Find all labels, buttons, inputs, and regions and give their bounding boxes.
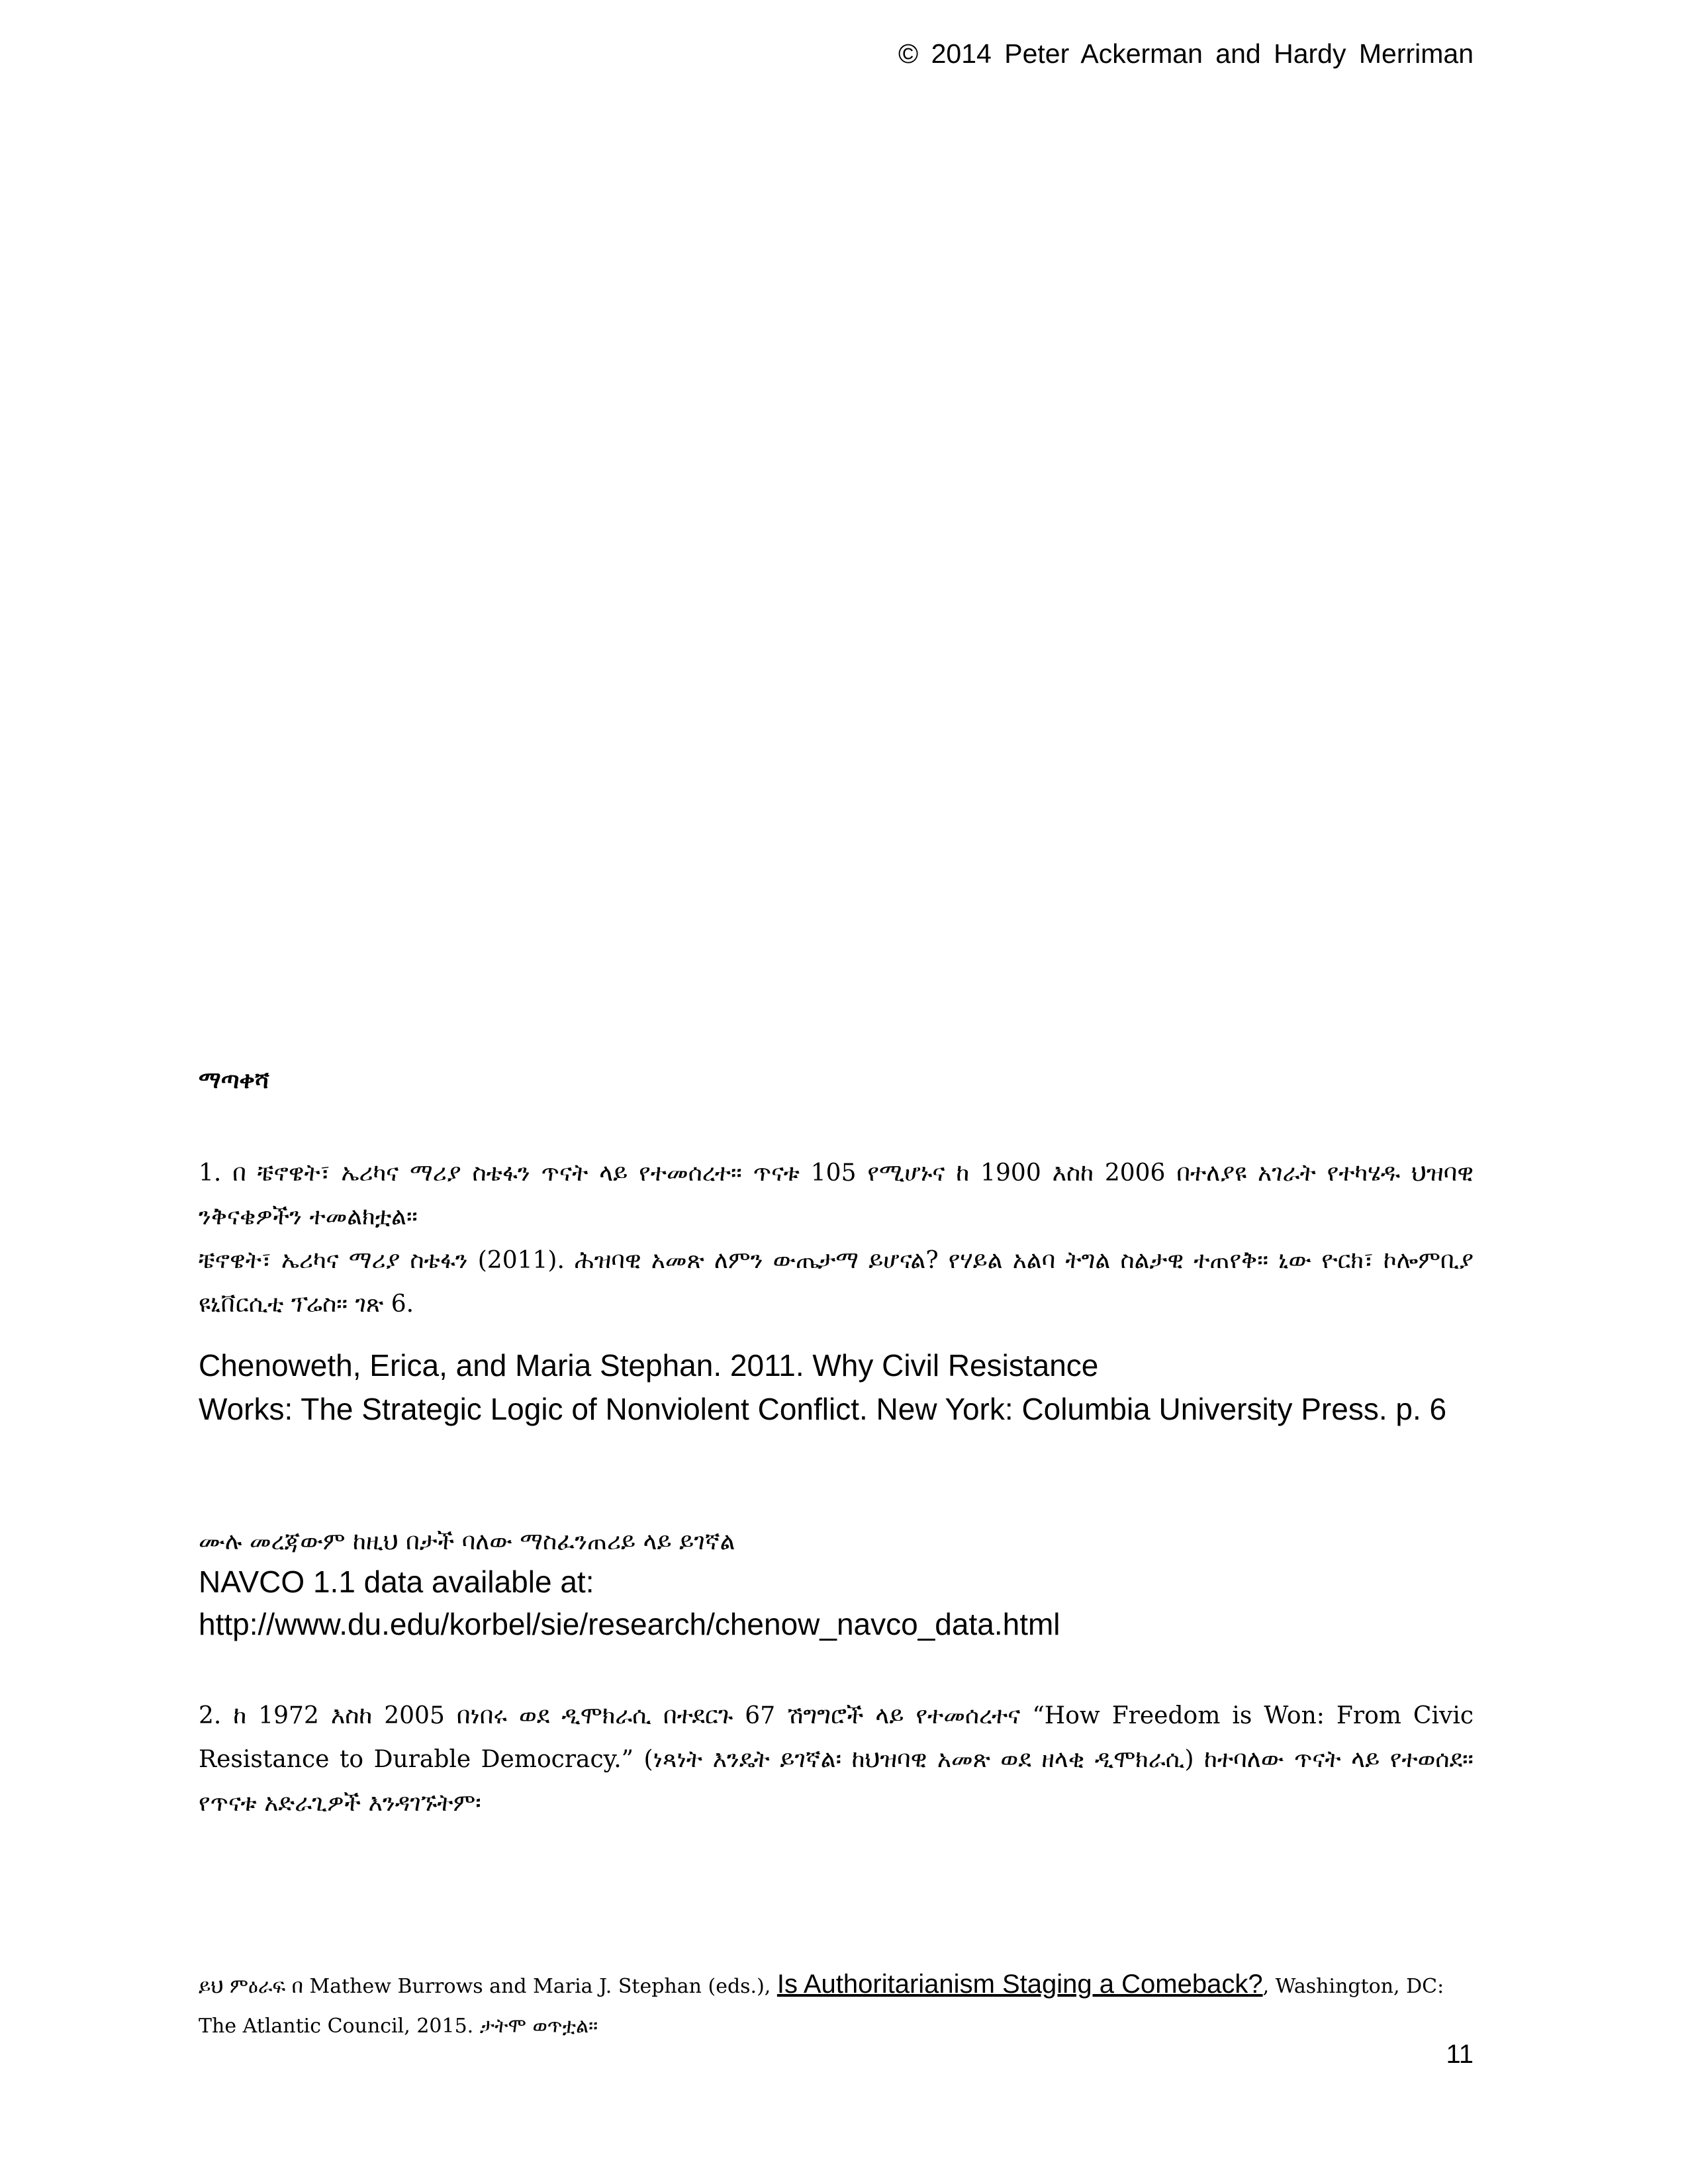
references-heading: ማጣቀሻ bbox=[199, 1067, 269, 1094]
page-number: 11 bbox=[1446, 2040, 1474, 2069]
footnote-suffix: , Washington, DC: The Atlantic Council, 2015. ታትሞ ወጥቷል። bbox=[199, 1975, 1444, 2038]
page-header-copyright: © 2014 Peter Ackerman and Hardy Merriman bbox=[898, 38, 1474, 69]
reference-note-1-summary: 1. በ ቼኖዌት፣ ኤሪካና ማሪያ ስቴፋን ጥናት ላይ የተመሰረተ። ጥናቱ 105 የሚሆኑና ከ 1900 እስከ 2006 በተለያዩ አገራት የተካሄዱ ህዝባዊ ንቅናቄዎችን ተመልክቷል። bbox=[199, 1160, 1474, 1230]
reference-note-2: 2. ከ 1972 እስከ 2005 በነበሩ ወደ ዲሞክራሲ በተደርጉ 67 ሽግግሮች ላይ የተመሰረተና “How Freedom is Won: From Civic Resistance to Durable Democracy.” (ነጻነት እንዴት ይገኛል፡ ከህዝባዊ አመጽ ወደ ዘላቂ ዲሞክራሲ) ከተባለው ጥናት ላይ የተወሰደ። የጥናቱ አድራጊዎች እንዳገኙትም፡ bbox=[199, 1702, 1474, 1817]
navco-url-link[interactable]: http://www.du.edu/korbel/sie/research/chenow_navco_data.html bbox=[199, 1607, 1060, 1641]
citation-english-line-2: Works: The Strategic Logic of Nonviolent Conflict. New York: Columbia University Press. p. 6 bbox=[199, 1392, 1447, 1426]
chapter-footnote bbox=[199, 1964, 1474, 2046]
reference-note-1 bbox=[199, 1152, 1474, 1326]
citation-english bbox=[199, 1343, 1474, 1431]
citation-english-line-1: Chenoweth, Erica, and Maria Stephan. 2011. Why Civil Resistance bbox=[199, 1348, 1099, 1383]
navco-data-block bbox=[199, 1561, 1474, 1645]
footnote-book-title-link[interactable]: Is Authoritarianism Staging a Comeback? bbox=[776, 1970, 1263, 1999]
footnote-prefix: ይህ ምዕራፍ በ Mathew Burrows and Maria J. Stephan (eds.), bbox=[199, 1975, 777, 1998]
navco-intro: ሙሉ መረጃውም ከዚህ በታች ባለው ማስፈንጠሪይ ላይ ይገኛል bbox=[199, 1528, 735, 1555]
navco-label: NAVCO 1.1 data available at: bbox=[199, 1565, 594, 1599]
reference-note-1-citation: ቼኖዌት፣ ኤሪካና ማሪያ ስቴፋን (2011). ሕዝባዊ አመጽ ለምን ውጤታማ ይሆናል? የሃይል አልባ ትግል ስልታዊ ተጠየቅ። ኒው ዮርክ፣ ኮሎምቢያ ዩኒቨርሲቲ ፕሬስ። ገጽ 6. bbox=[199, 1247, 1474, 1318]
